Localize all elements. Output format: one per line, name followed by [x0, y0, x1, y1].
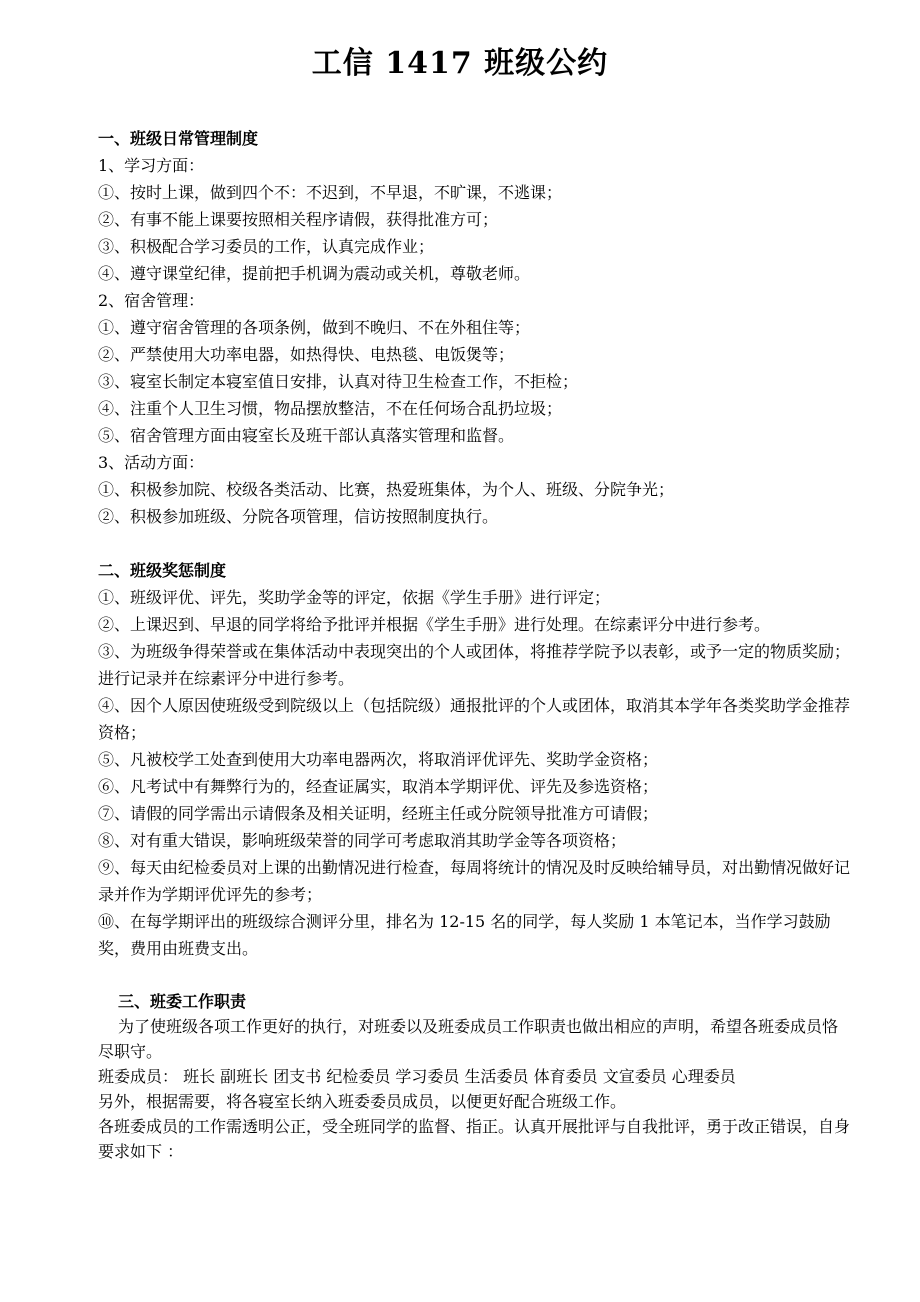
- list-item: ⑤、凡被校学工处查到使用大功率电器两次，将取消评优评先、奖助学金资格；: [98, 750, 659, 769]
- subsection-label-activity: 3、活动方面：: [98, 453, 205, 472]
- section-heading-rewards-penalties: 二、班级奖惩制度: [98, 561, 227, 580]
- section-committee-duties: [98, 989, 850, 1164]
- subsection-label-dorm: 2、宿舍管理：: [98, 291, 205, 310]
- paragraph-requirement: 各班委成员的工作需透明公正，受全班同学的监督、指正。认真开展批评与自我批评，勇于改正错误，自身要求如下 ：: [98, 1117, 851, 1161]
- section-spacer: [98, 962, 850, 989]
- list-item: ⑤、宿舍管理方面由寝室长及班干部认真落实管理和监督。: [98, 426, 515, 445]
- list-item: ⑦、请假的同学需出示请假条及相关证明，经班主任或分院领导批准方可请假；: [98, 804, 659, 823]
- paragraph-intro: 为了使班级各项工作更好的执行，对班委以及班委成员工作职责也做出相应的声明，希望各班委成员恪尽职守。: [98, 1017, 839, 1061]
- list-item: ⑥、凡考试中有舞弊行为的，经查证属实，取消本学期评优、评先及参选资格；: [98, 777, 659, 796]
- list-item: ④、注重个人卫生习惯，物品摆放整洁，不在任何场合乱扔垃圾；: [98, 399, 563, 418]
- list-item: ⑩、在每学期评出的班级综合测评分里，排名为 12-15 名的同学，每人奖励 1 本笔记本，当作学习鼓励奖，费用由班费支出。: [98, 912, 831, 958]
- list-item: ②、严禁使用大功率电器，如热得快、电热毯、电饭煲等；: [98, 345, 515, 364]
- list-item: ③、为班级争得荣誉或在集体活动中表现突出的个人或团体，将推荐学院予以表彰，或予一定的物质奖励；进行记录并在综素评分中进行参考。: [98, 642, 851, 688]
- section-heading-committee-duties: 三、班委工作职责: [118, 992, 247, 1011]
- list-item: ③、寝室长制定本寝室值日安排，认真对待卫生检查工作，不拒检；: [98, 372, 579, 391]
- section-spacer: [98, 530, 850, 557]
- list-item: ⑨、每天由纪检委员对上课的出勤情况进行检查，每周将统计的情况及时反映给辅导员，对出勤情况做好记录并作为学期评优评先的参考；: [98, 858, 851, 904]
- list-item: ②、积极参加班级、分院各项管理，信访按照制度执行。: [98, 507, 499, 526]
- document-title: 工信 1417 班级公约: [311, 46, 609, 81]
- list-item: ④、因个人原因使班级受到院级以上（包括院级）通报批评的个人或团体，取消其本学年各类奖助学金推荐资格；: [98, 696, 851, 742]
- list-item: ⑧、对有重大错误，影响班级荣誉的同学可考虑取消其助学金等各项资格；: [98, 831, 627, 850]
- document-body: [98, 125, 850, 1164]
- list-item: ④、遵守课堂纪律，提前把手机调为震动或关机，尊敬老师。: [98, 264, 531, 283]
- list-item: ①、积极参加院、校级各类活动、比赛，热爱班集体，为个人、班级、分院争光；: [98, 480, 675, 499]
- list-item: ①、班级评优、评先，奖助学金等的评定，依据《学生手册》进行评定；: [98, 588, 611, 607]
- list-item: ①、遵守宿舍管理的各项条例，做到不晚归、不在外租住等；: [98, 318, 531, 337]
- section-heading-daily-management: 一、班级日常管理制度: [98, 129, 259, 148]
- list-item: ③、积极配合学习委员的工作，认真完成作业；: [98, 237, 435, 256]
- list-item: ①、按时上课，做到四个不：不迟到，不早退，不旷课，不逃课；: [98, 183, 563, 202]
- list-item: ②、有事不能上课要按照相关程序请假，获得批准方可；: [98, 210, 499, 229]
- list-item: ②、上课迟到、早退的同学将给予批评并根据《学生手册》进行处理。在综素评分中进行参考。: [98, 615, 771, 634]
- paragraph-members: 班委成员： 班长 副班长 团支书 纪检委员 学习委员 生活委员 体育委员 文宣委员 心理委员: [98, 1067, 736, 1086]
- paragraph-extra: 另外，根据需要，将各寝室长纳入班委委员成员，以便更好配合班级工作。: [98, 1092, 627, 1111]
- subsection-label-study: 1、学习方面：: [98, 156, 205, 175]
